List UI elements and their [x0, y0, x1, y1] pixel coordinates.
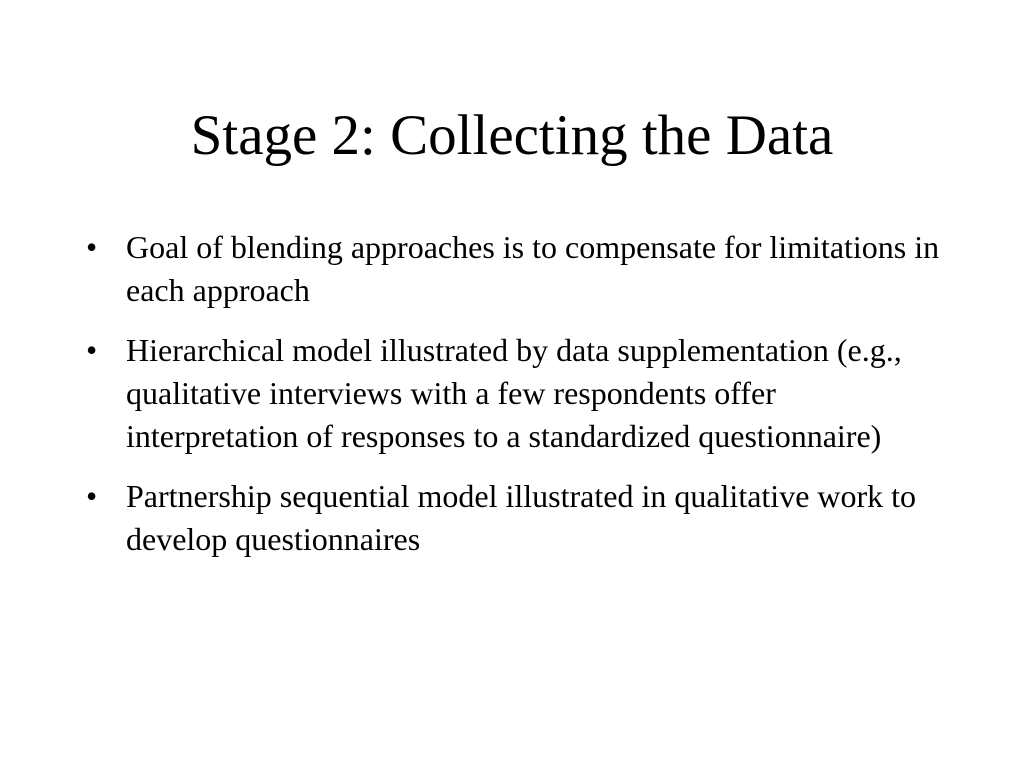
bullet-item [84, 226, 954, 312]
slide-title: Stage 2: Collecting the Data [190, 104, 834, 167]
bullet-text: Partnership sequential model illustrated in qualitative work to develop questionnaires [126, 478, 917, 557]
bullet-marker: • [86, 332, 98, 368]
bullet-text: Hierarchical model illustrated by data supplementation (e.g., qualitative interviews with a few respondents offer interpretation of responses to a standardized questionnaire) [126, 332, 902, 454]
bullet-list [84, 226, 954, 578]
bullet-marker: • [86, 478, 98, 514]
bullet-item [84, 475, 954, 561]
bullet-item [84, 329, 954, 458]
bullet-marker: • [86, 229, 98, 265]
bullet-text: Goal of blending approaches is to compensate for limitations in each approach [126, 229, 940, 308]
